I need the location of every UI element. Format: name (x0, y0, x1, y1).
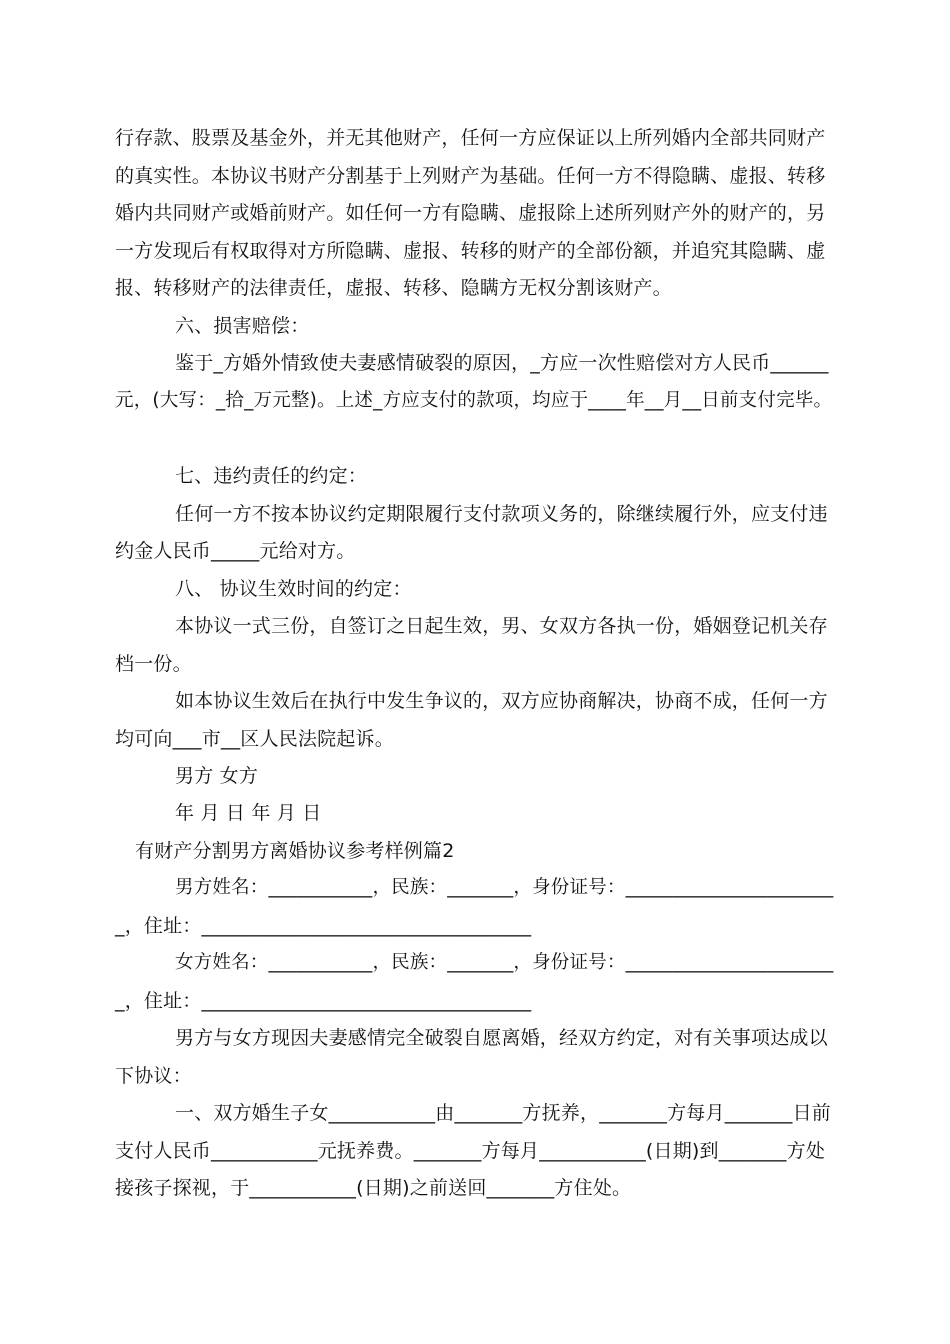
text-line-1: 行存款、股票及基金外，并无其他财产，任何一方应保证以上所列婚内全部共同财产 (115, 127, 826, 149)
sample-title: 有财产分割男方离婚协议参考样例篇2 (135, 840, 455, 862)
text-line-25: 下协议： (115, 1065, 192, 1087)
date-line: 年 月 日 年 月 日 (175, 802, 322, 824)
text-line-26: 一、双方婚生子女___________由_______方抚养，_______方每月_______日前 (175, 1102, 832, 1124)
section-heading-breach: 七、违约责任的约定： (175, 465, 368, 487)
husband-info-line: 男方姓名：___________，民族：_______，身份证号：______________________ (175, 877, 834, 898)
section-heading-damages: 六、损害赔偿： (175, 315, 310, 337)
text-line-5: 报、转移财产的法律责任，虚报、转移、隐瞒方无权分割该财产。 (115, 277, 672, 299)
wife-address-line: _，住址：__________________________________ (115, 990, 532, 1012)
husband-address-line: _，住址：__________________________________ (115, 915, 532, 937)
text-line-24: 男方与女方现因夫妻感情完全破裂自愿离婚，经双方约定，对有关事项达成以 (175, 1027, 828, 1049)
text-line-7: 鉴于_方婚外情致使夫妻感情破裂的原因，_方应一次性赔偿对方人民币______ (175, 352, 829, 374)
text-line-27: 支付人民币___________元抚养费。_______方每月___________(日期)到_______方处 (115, 1140, 826, 1162)
text-line-14: 档一份。 (115, 653, 192, 675)
text-line-10: 任何一方不按本协议约定期限履行支付款项义务的，除继续履行外，应支付违 (175, 503, 828, 525)
text-line-15: 如本协议生效后在执行中发生争议的，双方应协商解决，协商不成，任何一方 (175, 690, 828, 712)
text-line-28: 接孩子探视，于___________(日期)之前送回_______方住处。 (115, 1177, 632, 1199)
wife-info-line: 女方姓名：___________，民族：_______，身份证号：______________________ (175, 952, 834, 973)
text-line-13: 本协议一式三份，自签订之日起生效，男、女双方各执一份，婚姻登记机关存 (175, 615, 828, 637)
text-line-8: 元，(大写：_拾_万元整)。上述_方应支付的款项，均应于____年__月__日前支付完毕。 (115, 390, 833, 411)
text-line-3: 婚内共同财产或婚前财产。如任何一方有隐瞒、虚报除上述所列财产外的财产的，另 (115, 202, 826, 224)
text-line-4: 一方发现后有权取得对方所隐瞒、虚报、转移的财产的全部份额，并追究其隐瞒、虚 (115, 240, 826, 262)
text-line-11: 约金人民币_____元给对方。 (115, 540, 356, 562)
text-line-2: 的真实性。本协议书财产分割基于上列财产为基础。任何一方不得隐瞒、虚报、转移 (115, 165, 826, 187)
signature-line: 男方 女方 (175, 765, 259, 787)
section-heading-effective: 八、 协议生效时间的约定： (175, 578, 412, 600)
text-line-16: 均可向___市__区人民法院起诉。 (115, 728, 394, 750)
